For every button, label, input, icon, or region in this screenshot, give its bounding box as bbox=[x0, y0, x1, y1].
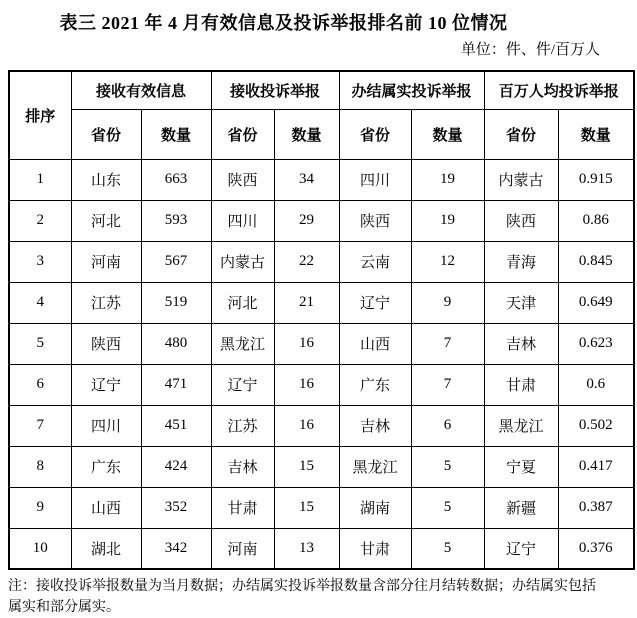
table-row bbox=[9, 241, 634, 282]
province-cell: 河北 bbox=[71, 200, 141, 241]
value-cell: 15 bbox=[274, 487, 339, 528]
province-cell: 辽宁 bbox=[339, 282, 411, 323]
province-cell: 湖南 bbox=[339, 487, 411, 528]
table-header bbox=[9, 71, 634, 159]
value-cell: 342 bbox=[141, 528, 211, 569]
province-cell: 辽宁 bbox=[211, 364, 274, 405]
header-group-row bbox=[9, 71, 634, 109]
table-row bbox=[9, 200, 634, 241]
value-cell: 5 bbox=[411, 446, 484, 487]
province-cell: 陕西 bbox=[339, 200, 411, 241]
table-body bbox=[9, 159, 634, 569]
footnote-line-2: 属实和部分属实。 bbox=[8, 600, 120, 615]
rank-cell: 3 bbox=[9, 241, 71, 282]
province-cell: 云南 bbox=[339, 241, 411, 282]
rank-cell: 10 bbox=[9, 528, 71, 569]
rank-cell: 4 bbox=[9, 282, 71, 323]
header-group-complaints-per-million: 百万人均投诉举报 bbox=[484, 71, 634, 109]
value-cell: 0.623 bbox=[558, 323, 634, 364]
province-cell: 辽宁 bbox=[71, 364, 141, 405]
value-cell: 0.502 bbox=[558, 405, 634, 446]
footnote bbox=[8, 576, 637, 618]
rank-cell: 1 bbox=[9, 159, 71, 200]
value-cell: 7 bbox=[411, 364, 484, 405]
province-cell: 陕西 bbox=[71, 323, 141, 364]
province-cell: 河南 bbox=[71, 241, 141, 282]
value-cell: 5 bbox=[411, 487, 484, 528]
value-cell: 19 bbox=[411, 159, 484, 200]
value-cell: 16 bbox=[274, 323, 339, 364]
table-row bbox=[9, 446, 634, 487]
header-rank: 排序 bbox=[9, 71, 71, 159]
value-cell: 471 bbox=[141, 364, 211, 405]
value-cell: 451 bbox=[141, 405, 211, 446]
province-cell: 广东 bbox=[71, 446, 141, 487]
rank-cell: 7 bbox=[9, 405, 71, 446]
subheader-province-2: 省份 bbox=[211, 109, 274, 159]
rank-cell: 9 bbox=[9, 487, 71, 528]
province-cell: 陕西 bbox=[484, 200, 558, 241]
subheader-quantity-2: 数量 bbox=[274, 109, 339, 159]
table-row bbox=[9, 323, 634, 364]
province-cell: 新疆 bbox=[484, 487, 558, 528]
province-cell: 甘肃 bbox=[211, 487, 274, 528]
province-cell: 内蒙古 bbox=[484, 159, 558, 200]
province-cell: 江苏 bbox=[211, 405, 274, 446]
value-cell: 593 bbox=[141, 200, 211, 241]
table-row bbox=[9, 282, 634, 323]
ranking-table bbox=[8, 70, 635, 570]
province-cell: 黑龙江 bbox=[211, 323, 274, 364]
province-cell: 陕西 bbox=[211, 159, 274, 200]
province-cell: 辽宁 bbox=[484, 528, 558, 569]
province-cell: 山西 bbox=[71, 487, 141, 528]
table-row bbox=[9, 159, 634, 200]
province-cell: 四川 bbox=[71, 405, 141, 446]
unit-label: 单位：件、件/百万人 bbox=[460, 42, 600, 58]
value-cell: 0.387 bbox=[558, 487, 634, 528]
subheader-quantity-1: 数量 bbox=[141, 109, 211, 159]
rank-cell: 2 bbox=[9, 200, 71, 241]
value-cell: 352 bbox=[141, 487, 211, 528]
province-cell: 河北 bbox=[211, 282, 274, 323]
province-cell: 江苏 bbox=[71, 282, 141, 323]
province-cell: 山西 bbox=[339, 323, 411, 364]
province-cell: 天津 bbox=[484, 282, 558, 323]
table-row bbox=[9, 528, 634, 569]
province-cell: 四川 bbox=[339, 159, 411, 200]
table-row bbox=[9, 364, 634, 405]
value-cell: 34 bbox=[274, 159, 339, 200]
province-cell: 宁夏 bbox=[484, 446, 558, 487]
province-cell: 湖北 bbox=[71, 528, 141, 569]
value-cell: 0.417 bbox=[558, 446, 634, 487]
rank-cell: 8 bbox=[9, 446, 71, 487]
header-group-received-valid-info: 接收有效信息 bbox=[71, 71, 211, 109]
header-group-received-complaints: 接收投诉举报 bbox=[211, 71, 339, 109]
value-cell: 21 bbox=[274, 282, 339, 323]
value-cell: 424 bbox=[141, 446, 211, 487]
province-cell: 山东 bbox=[71, 159, 141, 200]
value-cell: 0.915 bbox=[558, 159, 634, 200]
value-cell: 22 bbox=[274, 241, 339, 282]
value-cell: 19 bbox=[411, 200, 484, 241]
value-cell: 663 bbox=[141, 159, 211, 200]
value-cell: 0.376 bbox=[558, 528, 634, 569]
value-cell: 7 bbox=[411, 323, 484, 364]
value-cell: 5 bbox=[411, 528, 484, 569]
province-cell: 吉林 bbox=[211, 446, 274, 487]
province-cell: 四川 bbox=[211, 200, 274, 241]
value-cell: 9 bbox=[411, 282, 484, 323]
value-cell: 519 bbox=[141, 282, 211, 323]
value-cell: 6 bbox=[411, 405, 484, 446]
table-row bbox=[9, 405, 634, 446]
subheader-province-1: 省份 bbox=[71, 109, 141, 159]
value-cell: 16 bbox=[274, 405, 339, 446]
value-cell: 480 bbox=[141, 323, 211, 364]
province-cell: 甘肃 bbox=[339, 528, 411, 569]
province-cell: 吉林 bbox=[339, 405, 411, 446]
value-cell: 29 bbox=[274, 200, 339, 241]
subheader-province-3: 省份 bbox=[339, 109, 411, 159]
province-cell: 内蒙古 bbox=[211, 241, 274, 282]
province-cell: 吉林 bbox=[484, 323, 558, 364]
subheader-quantity-4: 数量 bbox=[558, 109, 634, 159]
province-cell: 青海 bbox=[484, 241, 558, 282]
value-cell: 567 bbox=[141, 241, 211, 282]
value-cell: 13 bbox=[274, 528, 339, 569]
value-cell: 16 bbox=[274, 364, 339, 405]
province-cell: 黑龙江 bbox=[339, 446, 411, 487]
value-cell: 0.6 bbox=[558, 364, 634, 405]
province-cell: 广东 bbox=[339, 364, 411, 405]
header-group-verified-complaints: 办结属实投诉举报 bbox=[339, 71, 484, 109]
value-cell: 0.86 bbox=[558, 200, 634, 241]
header-sub-row bbox=[9, 109, 634, 159]
footnote-line-1: 注：接收投诉举报数量为当月数据；办结属实投诉举报数量含部分往月结转数据；办结属实包括 bbox=[8, 579, 596, 594]
value-cell: 12 bbox=[411, 241, 484, 282]
value-cell: 15 bbox=[274, 446, 339, 487]
subheader-quantity-3: 数量 bbox=[411, 109, 484, 159]
province-cell: 河南 bbox=[211, 528, 274, 569]
page-title: 表三 2021 年 4 月有效信息及投诉举报排名前 10 位情况 bbox=[59, 13, 508, 33]
rank-cell: 5 bbox=[9, 323, 71, 364]
value-cell: 0.845 bbox=[558, 241, 634, 282]
value-cell: 0.649 bbox=[558, 282, 634, 323]
rank-cell: 6 bbox=[9, 364, 71, 405]
province-cell: 甘肃 bbox=[484, 364, 558, 405]
province-cell: 黑龙江 bbox=[484, 405, 558, 446]
subheader-province-4: 省份 bbox=[484, 109, 558, 159]
table-row bbox=[9, 487, 634, 528]
